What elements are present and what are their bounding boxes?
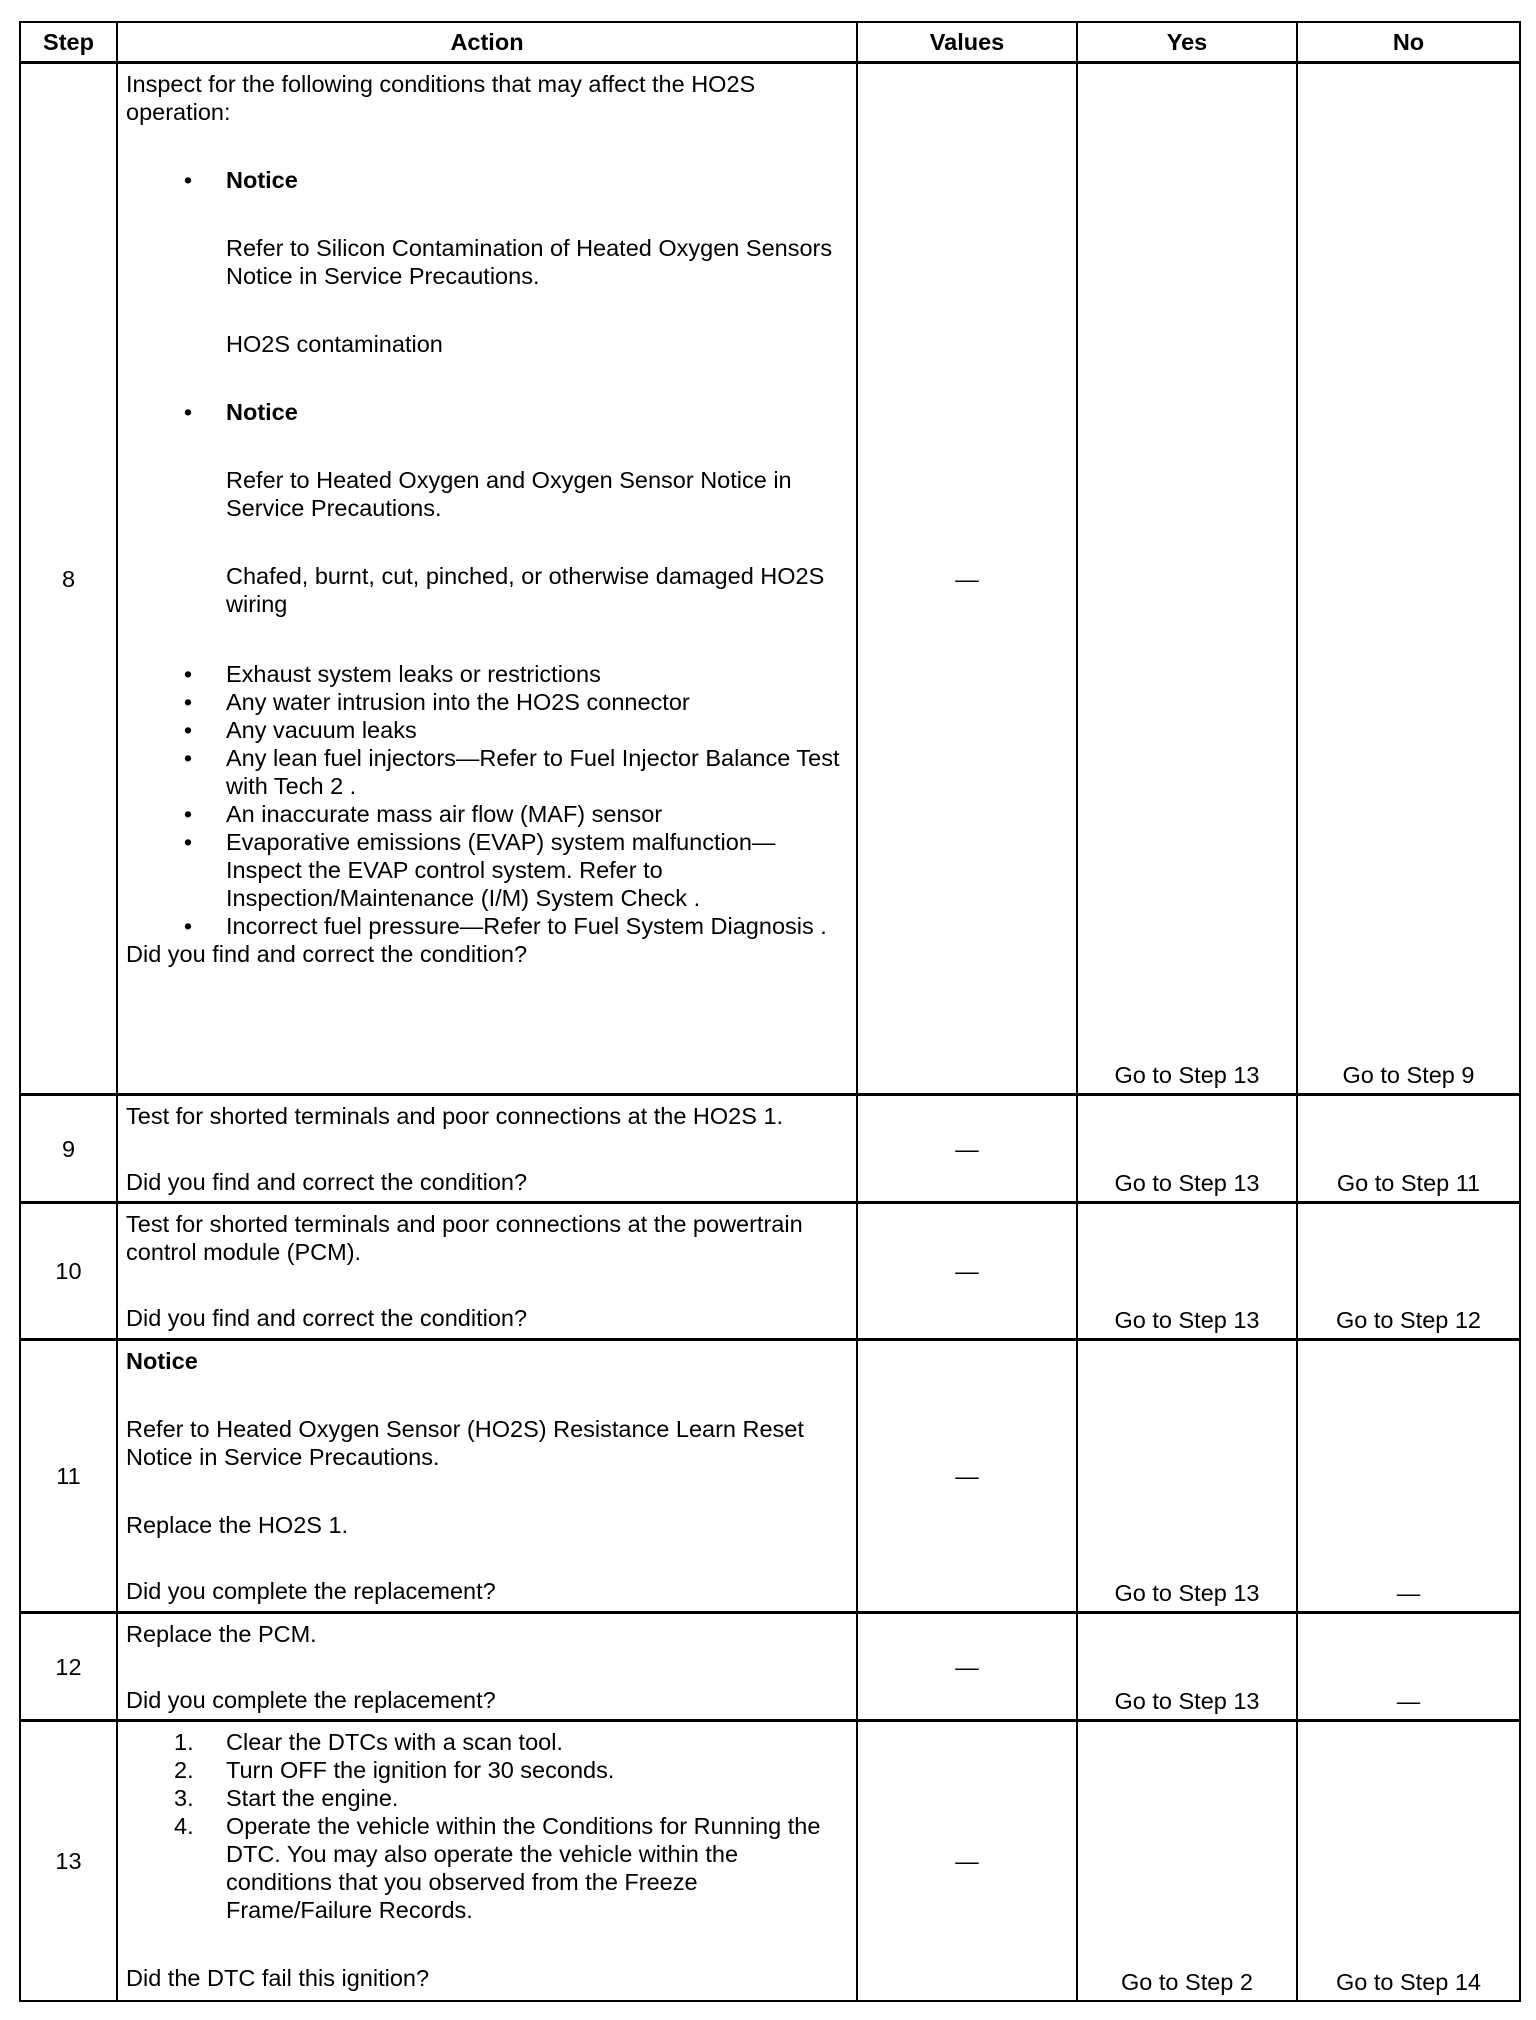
step-number: 12 [20,1613,117,1721]
substep-text: Clear the DTCs with a scan tool. [226,1729,563,1755]
action-cell [117,63,857,1095]
condition-text: An inaccurate mass air flow (MAF) sensor [226,801,663,827]
yes-cell: Go to Step 13 [1077,1095,1297,1203]
action-text: Test for shorted terminals and poor connections at the HO2S 1. [126,1103,784,1129]
bullet-icon: • [183,167,193,193]
bullet-icon: • [183,661,193,687]
notice-label: Notice [126,1348,198,1374]
condition-text: Evaporative emissions (EVAP) system malfunction—Inspect the EVAP control system. Refer to Inspection/Maintenance (I/M) System Check . [226,829,776,911]
condition-item [126,912,848,940]
condition-item [126,660,848,688]
condition-item [126,716,848,744]
table-row [20,1340,1520,1613]
header-values: Values [857,22,1077,63]
bullet-icon: • [183,399,193,425]
no-cell: Go to Step 11 [1297,1095,1520,1203]
values-cell: — [857,1095,1077,1203]
action-text: Test for shorted terminals and poor connections at the powertrain control module (PCM). [126,1211,803,1265]
bullet-icon: • [183,801,193,827]
yes-cell: Go to Step 13 [1077,1203,1297,1340]
substep-number: 2. [174,1757,194,1783]
bullet-icon: • [183,689,193,715]
action-question: Did you find and correct the condition? [126,1169,528,1195]
condition-item [126,800,848,828]
action-question: Did you find and correct the condition? [126,941,528,967]
action-question: Did you complete the replacement? [126,1578,496,1604]
action-question: Did the DTC fail this ignition? [126,1965,430,1991]
notice-label: Notice [226,167,298,193]
step-number: 8 [20,63,117,1095]
action-intro: Inspect for the following conditions that may affect the HO2S operation: [126,71,756,125]
substep-item [126,1728,848,1756]
no-cell: Go to Step 14 [1297,1721,1520,2001]
yes-cell: Go to Step 13 [1077,63,1297,1095]
yes-cell: Go to Step 13 [1077,1340,1297,1613]
no-cell: — [1297,1340,1520,1613]
header-yes: Yes [1077,22,1297,63]
condition-text: Incorrect fuel pressure—Refer to Fuel System Diagnosis . [226,913,827,939]
header-no: No [1297,22,1520,63]
substep-text: Start the engine. [226,1785,399,1811]
bullet-icon: • [183,745,193,771]
notice-item [126,166,848,358]
diagnostic-table [19,21,1521,2002]
step-number: 10 [20,1203,117,1340]
no-cell: Go to Step 12 [1297,1203,1520,1340]
values-cell: — [857,1613,1077,1721]
condition-text: Chafed, burnt, cut, pinched, or otherwise damaged HO2S wiring [226,563,825,617]
header-step: Step [20,22,117,63]
yes-cell: Go to Step 13 [1077,1613,1297,1721]
substep-number: 4. [174,1813,194,1839]
notice-reference: Refer to Heated Oxygen Sensor (HO2S) Resistance Learn Reset Notice in Service Precautions. [126,1416,804,1470]
values-cell: — [857,1721,1077,2001]
table-row [20,1203,1520,1340]
substep-text: Operate the vehicle within the Conditions for Running the DTC. You may also operate the vehicle within the conditions that you observed from the Freeze Frame/Failure Records. [226,1813,821,1923]
table-row [20,63,1520,1095]
action-text: Replace the PCM. [126,1621,317,1647]
condition-text: Any lean fuel injectors—Refer to Fuel Injector Balance Test with Tech 2 . [226,745,840,799]
substep-item [126,1812,848,1924]
notice-label: Notice [226,399,298,425]
condition-text: Any vacuum leaks [226,717,417,743]
notice-item [126,398,848,618]
step-number: 11 [20,1340,117,1613]
step-number: 9 [20,1095,117,1203]
values-cell: — [857,1203,1077,1340]
table-row [20,1613,1520,1721]
notice-reference: Refer to Silicon Contamination of Heated Oxygen Sensors Notice in Service Precautions. [226,235,833,289]
action-question: Did you find and correct the condition? [126,1305,528,1331]
condition-text: HO2S contamination [226,331,443,357]
header-row [20,22,1520,63]
substep-number: 3. [174,1785,194,1811]
bullet-icon: • [183,913,193,939]
condition-text: Any water intrusion into the HO2S connector [226,689,690,715]
action-question: Did you complete the replacement? [126,1687,496,1713]
table-row [20,1095,1520,1203]
action-cell [117,1340,857,1613]
action-text: Replace the HO2S 1. [126,1512,349,1538]
condition-item [126,688,848,716]
bullet-icon: • [183,829,193,855]
step-number: 13 [20,1721,117,2001]
no-cell: Go to Step 9 [1297,63,1520,1095]
notice-reference: Refer to Heated Oxygen and Oxygen Sensor Notice in Service Precautions. [226,467,792,521]
substep-item [126,1784,848,1812]
action-cell [117,1203,857,1340]
header-action: Action [117,22,857,63]
action-cell [117,1721,857,2001]
bullet-icon: • [183,717,193,743]
table-row [20,1721,1520,2001]
substep-number: 1. [174,1729,194,1755]
substep-text: Turn OFF the ignition for 30 seconds. [226,1757,615,1783]
substep-item [126,1756,848,1784]
condition-item [126,828,848,912]
yes-cell: Go to Step 2 [1077,1721,1297,2001]
values-cell: — [857,1340,1077,1613]
values-cell: — [857,63,1077,1095]
condition-text: Exhaust system leaks or restrictions [226,661,601,687]
action-cell [117,1095,857,1203]
condition-item [126,744,848,800]
no-cell: — [1297,1613,1520,1721]
action-cell [117,1613,857,1721]
